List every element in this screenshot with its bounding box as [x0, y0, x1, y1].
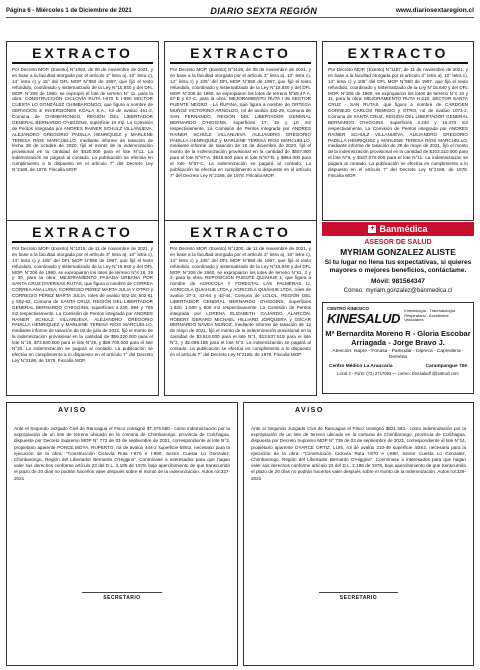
- signature-line: [319, 592, 398, 593]
- ad-attention: Atención: Isapre - Fonasa - Particular - Dipreca - Capredena - Deméria: [332, 349, 464, 361]
- center-label: CENTRO KINESICO: [327, 306, 370, 311]
- website-link[interactable]: www.diariosextaregion.cl: [395, 7, 474, 14]
- newspaper-title: DIARIO SEXTA REGIÓN: [210, 5, 318, 16]
- ad-doctors: Mª Bernardita Moreno R - Gloria Escobar Arriagada - Jorge Bravo J.: [325, 329, 471, 347]
- ad-address-left: Centro Médico La Araucaria: [329, 364, 393, 370]
- extracto-title: EXTRACTO: [12, 45, 153, 64]
- page-date: Página 6 - Miércoles 1 de Diciembre de 2021: [6, 7, 132, 14]
- extracto-text: Por Decreto MOP. (Exento) N°1200, de 11 de noviembre de 2021, y en base a la facultad otorgada por el artículo 3° letra a), 10° letra c), 14° letra c) y 105° del DFL MOP N°850 de 1997, que fijó el texto refundido, coordinado y sistematizado de la Ley N°15.840 y del DFL MOP. N°206 de 1960, se expropiaron los lotes de terreno N°s1, 2 y 3, para la obra: REPOSICIÓN PUENTE QUIAHUE 1, que figura a nombre de AGRICOLA Y FORESTAL LAS PALMERAS LI, AGRICOLA QUIAHUE LTDA y AGRICOLA QUIAHUE LTDA, roles de avalúo 27-3, 42-64 y 42-44, Comuna de LOLOL, REGIÓN DEL LIBERTADOR GENERAL BERNARDO O'HIGGINS, superficies 1.620, 1.500 y 900 m2 respectivamente. La Comisión de Peritos integrada por LORENA ELIZABETH GAJARDO ALARCÓN, ROBERT GERARD MICHAEL HILLIARD JORQUERA y OSCAR BERNARDO NAVEA MUÑOZ, mediante informe de tasación de 12 de mayo de 2021, fijó el monto de la indemnización provisional en la cantidad de $3.516.000 para el lote N°1, $13.837.619 para el lote N°2, y $2.098.185 para el lote N°3. La indemnización se pagará al contado. La publicación se efectúa en cumplimiento a lo dispuesto en el artículo 7° del Decreto Ley N°2186, de 1978. Fiscalía MOP.: [170, 246, 311, 357]
- banmedica-logo: [322, 222, 474, 236]
- signature-line: [82, 592, 162, 593]
- extracto-title: EXTRACTO: [170, 224, 311, 243]
- ad-tagline: Si tu lugar no llena tus expectativas, si quieres mayores o mejores beneficios, contáctame.: [324, 259, 472, 275]
- extracto-text: Por Decreto MOP. (Exento) N°1128, de 08 de noviembre de 2021, y en base a la facultad otorgada por el artículo 3° letra a), 10° letra c), 14° letra c) y 105° del DFL MOP N°850 de 1997, que fijó el texto refundido, coordinado y sistematizado de la Ley N°15.840 y del DFL MOP. N°206 de 1960, se expropiaron los lotes de terreno N°s5,47-A, 67-B y 67-C, para la obra: MEJORAMIENTO RUTA I-45 SECTOR PUENTE NEGRO - LA RUFINA, que figura a nombre de ORTEGA MUÑOZ VICTORINO ARNOLDO, rol de avalúo 432-29, Comuna de SAN FERNANDO, REGIÓN DEL LIBERTADOR GENERAL BERNARDO O'HIGGINS, superficies 17, 19 y 10 m2 respectivamente. La Comisión de Peritos integrada por ANDRES RAINER SCHULZ VILLANUEVA, ALEJANDRO GREGORIO PADILLA HENRIQUEZ y MARLENE TERESA RÍOS MARCUELLO, mediante informe de tasación de 16 de diciembre de 2020, fijó el monto de la indemnización provisional en la cantidad de $557.800 para el lote N°67-A, $515.600 para el lote N°67-B, y $864.000 para el lote N°67-C. La indemnización se pagará al contado. La publicación se efectúa en cumplimiento a lo dispuesto en el artículo 7° del Decreto Ley N°2186, de 1978. Fiscalía MOP.: [170, 67, 311, 178]
- extracto-title: EXTRACTO: [170, 45, 311, 64]
- banmedica-brand: Banmédica: [379, 224, 428, 234]
- extracto-1: [6, 41, 159, 221]
- aviso-signature: SECRETARIO: [339, 595, 378, 601]
- aviso-signature: SECRETARIO: [103, 595, 141, 601]
- kinesalud-ad: [322, 302, 474, 394]
- ad-email[interactable]: Correo: myriam.gonzalez@banmedica.cl: [343, 288, 453, 295]
- extracto-4: [6, 220, 159, 396]
- aviso-text: Ante el Segundo Juzgado Civil de Rancagua el Fisco consignó $7.375.580.- como indemnización por la expropiación de un lote de terreno ubicado en la comuna de Chimbarongo, provincia de Colchagua, dispuesta por Decreto Supremo MOP N° 772 de 03 de septiembre de 2021, correspondiente al lote N°3, propietario aparente PONCE MOYA, RUPERTO, rol de avalúo 444-2 superficie 58m2, necesario para la ejecución de la obra: "Construcción Ciclovía Ruta I-870 e I-890, Sector Cuesta Lo Gonzalez, Chimbarongo, Región del Libertador Bernardo O'Higgins". Conmínase a interesados para que hagan valer sus derechos conforme artículo 23 del D.L. 2.186 de 1978, bajo apercibimiento de que transcurrido el plazo de 20 días no podrán hacerlos valer después sobre el monto de la indemnización. Autos rol:327-2021: [14, 426, 230, 481]
- extracto-3: [322, 41, 474, 221]
- extracto-title: EXTRACTO: [12, 224, 153, 243]
- extracto-2: [164, 41, 317, 221]
- page-header: [6, 4, 474, 18]
- ad-address-right: Carampangue 706: [425, 364, 467, 370]
- extracto-title: EXTRACTO: [328, 45, 468, 64]
- aviso-title: AVISO: [58, 407, 87, 414]
- extracto-5: [164, 220, 317, 396]
- aviso-1: [6, 402, 238, 666]
- aviso-title: AVISO: [295, 407, 324, 414]
- extracto-text: Por Decreto MOP. (Exento) N°1092, de 08 de noviembre de 2021, y en base a la facultad otorgada por el artículo 3° letra a), 10° letra c), 14° letra c) y 15° del DFL MOP N°850 de 1997, que fijó el texto refundido, coordinado y sistematizado de la Ley N°15.840 y del DFL MOP. N°206 de 1960, se expropió el lote de terreno N° 11, para la obra: CONSTRUCCIÓN CICLOVÍA RUTA I-870 E I-890 SECTOR CUESTA LO GONZÁLEZ CHIMBARONGO, que figura a nombre de SERVICIOS E INVERSIONES KOALA S.A., rol de avalúo 451-2, Comuna de CHIMBARONGO, REGIÓN DEL LIBERTADOR GENERAL BERNARDO O'HIGGINS, superficie 10 m2. La Comisión de Peritos integrada por ANDRES RAINER SCHULZ VILLANUEVA, ALEJANDRO GREGORIO PADILLA HENRIQUEZ y MARLENE TERESA RÍOS MARCUELLO, mediante informe de tasación de fecha 28 de octubre de 2020, fijó el monto de la indemnización provisional en la cantidad de $420.000 para el lote N°11. La indemnización se pagará al contado. La publicación se efectúa en cumplimiento a lo dispuesto en el artículo 7° del Decreto Ley N°2186, de 1978. Fiscalía MOP.: [12, 67, 153, 172]
- aviso-2: [243, 402, 474, 666]
- aviso-text: Ante el Segundo Juzgado Civil de Rancagua el Fisco consignó $821.583.- como indemnización por la expropiación de un lote de terreno ubicado en la comuna de Chimbarongo, provincia de Colchagua, dispuesta por Decreto Supremo MOP N° 739 de 03 de septiembre de 2021, correspondiente al lote N°14, propietario aparente OYARCE ORTIZ, LUIS, rol de avalúo 210-49 superficie 40m2, necesario para la ejecución de la obra: "Construcción Ciclovía Ruta I-870 e I-890, Sector Cuesta Lo Gonzalez, Chimbarongo, Región del Libertador Bernardo O'Higgins". Conmínase a interesados para que hagan valer sus derechos conforme artículo 23 del D.L. 2.186 de 1978, bajo apercibimiento de que transcurrido el plazo de 20 días no podrán hacerlos valer después sobre el monto de la indemnización. Autos rol:329-2021: [251, 426, 466, 481]
- ad-person-name: MYRIAM GONZALEZ ALISTE: [340, 247, 456, 257]
- banmedica-logo-icon: +: [370, 225, 375, 232]
- kinesalud-logo: KINESALUD: [327, 311, 401, 326]
- ad-footer: Local 4 - Fono: (72) 2717093 — correo: kinesaludf @hotmail.com: [337, 371, 459, 377]
- banmedica-ad: [322, 222, 474, 296]
- ad-specialties: Kinesiología - Traumatología Respiratorio - Accidentes Vasculares: [404, 307, 456, 323]
- ad-role: ASESOR DE SALUD: [364, 239, 432, 246]
- extracto-text: Por Decreto MOP. (Exento) N°1215, de 11 de noviembre de 2021, y en base a la facultad otorgada por el artículo 3° letra a), 10° letra c), 14° letra c) y 105° del DFL MOP N°850 de 1997, que fijó el texto refundido, coordinado y sistematizado de la Ley N°15.840 y del DFL MOP. N°206 de 1960, se expropiaron los lotes de terreno N°s 18, 29 y 30, para la obra: MEJORAMIENTO PASADA URBANA POR SANTA CRUZ DIVERSAS RUTAS, que figura a nombre de CORREA CORREA ANA LUISA, CORREGIO PÉREZ MARTA JULIA Y OTRO y CORREGIO PÉREZ MARTA JULIA, roles de avalúo 502-18, 502-61 y 502-62, Comuna de SANTA CRUZ, REGIÓN DEL LIBERTADOR GENERAL BERNARDO O'HIGGINS, superficies 4.230, 984 y 766 m2 respectivamente. La Comisión de Peritos integrada por ANDRES RAINER SCHULZ VILLANUEVA, ALEJANDRO GREGORIO PADILLA HENRIQUEZ y MARLENE TERESA RÍOS MARCUELLO, mediante informe de tasación de 02 de julio de 2021, fijó el monto de la indemnización provisional en la cantidad de $59.320.000 para el lote N°18, $73.800.000 para el lote N°29, y $59.700.000 para el lote N°30. La indemnización se pagará al contado. La publicación se efectúa en cumplimiento a lo dispuesto en el artículo 7° del Decreto Ley N°2186, de 1978. Fiscalía MOP.: [12, 246, 153, 363]
- ad-mobile: Móvil: 981564347: [371, 278, 425, 286]
- extracto-text: Por Decreto MOP. (Exento) N°1187, de 11 de noviembre de 2021, y en base a la facultad otorgada por el artículo 3° letra a), 10° letra c), 14° letra c) y 105° del DFL MOP N°850 de 1997, que fijó el texto refundido, coordinado y sistematizado de la Ley N°15.840 y del DFL MOP. N°206 de 1960, se expropiaron los lotes de terreno N°s 10 y 11, para la obra: MEJORAMIENTO RUTA H-210, SECTOR SANTA CRUZ - SAN RUTAS, que figura a nombre de CARDOEN CORNEJO CARLOS REMIGIO y OTRO, rol de avalúo 1071-2, Comuna de SANTA CRUZ, REGIÓN DEL LIBERTADOR GENERAL BERNARDO O'HIGGINS, superficies 2.240 y 16.370 m2 respectivamente. La Comisión de Peritos integrada por ANDRES RAINER SCHULZ VILLANUEVA, ALEJANDRO GREGORIO PADILLA HENRIQUEZ y MARLENE TERESA RÍOS MARCUELLO, mediante informe de tasación de 29 de mayo de 2021, fijó el monto de la indemnización provisional en la cantidad de $103.310.000 para el lote N°9, y $187.070.000 para el lote N°11. La indemnización se pagará al contado. La publicación se efectúa en cumplimiento a lo dispuesto en el artículo 7° del Decreto Ley N°2186, de 1978. Fiscalía MOP.: [328, 67, 468, 178]
